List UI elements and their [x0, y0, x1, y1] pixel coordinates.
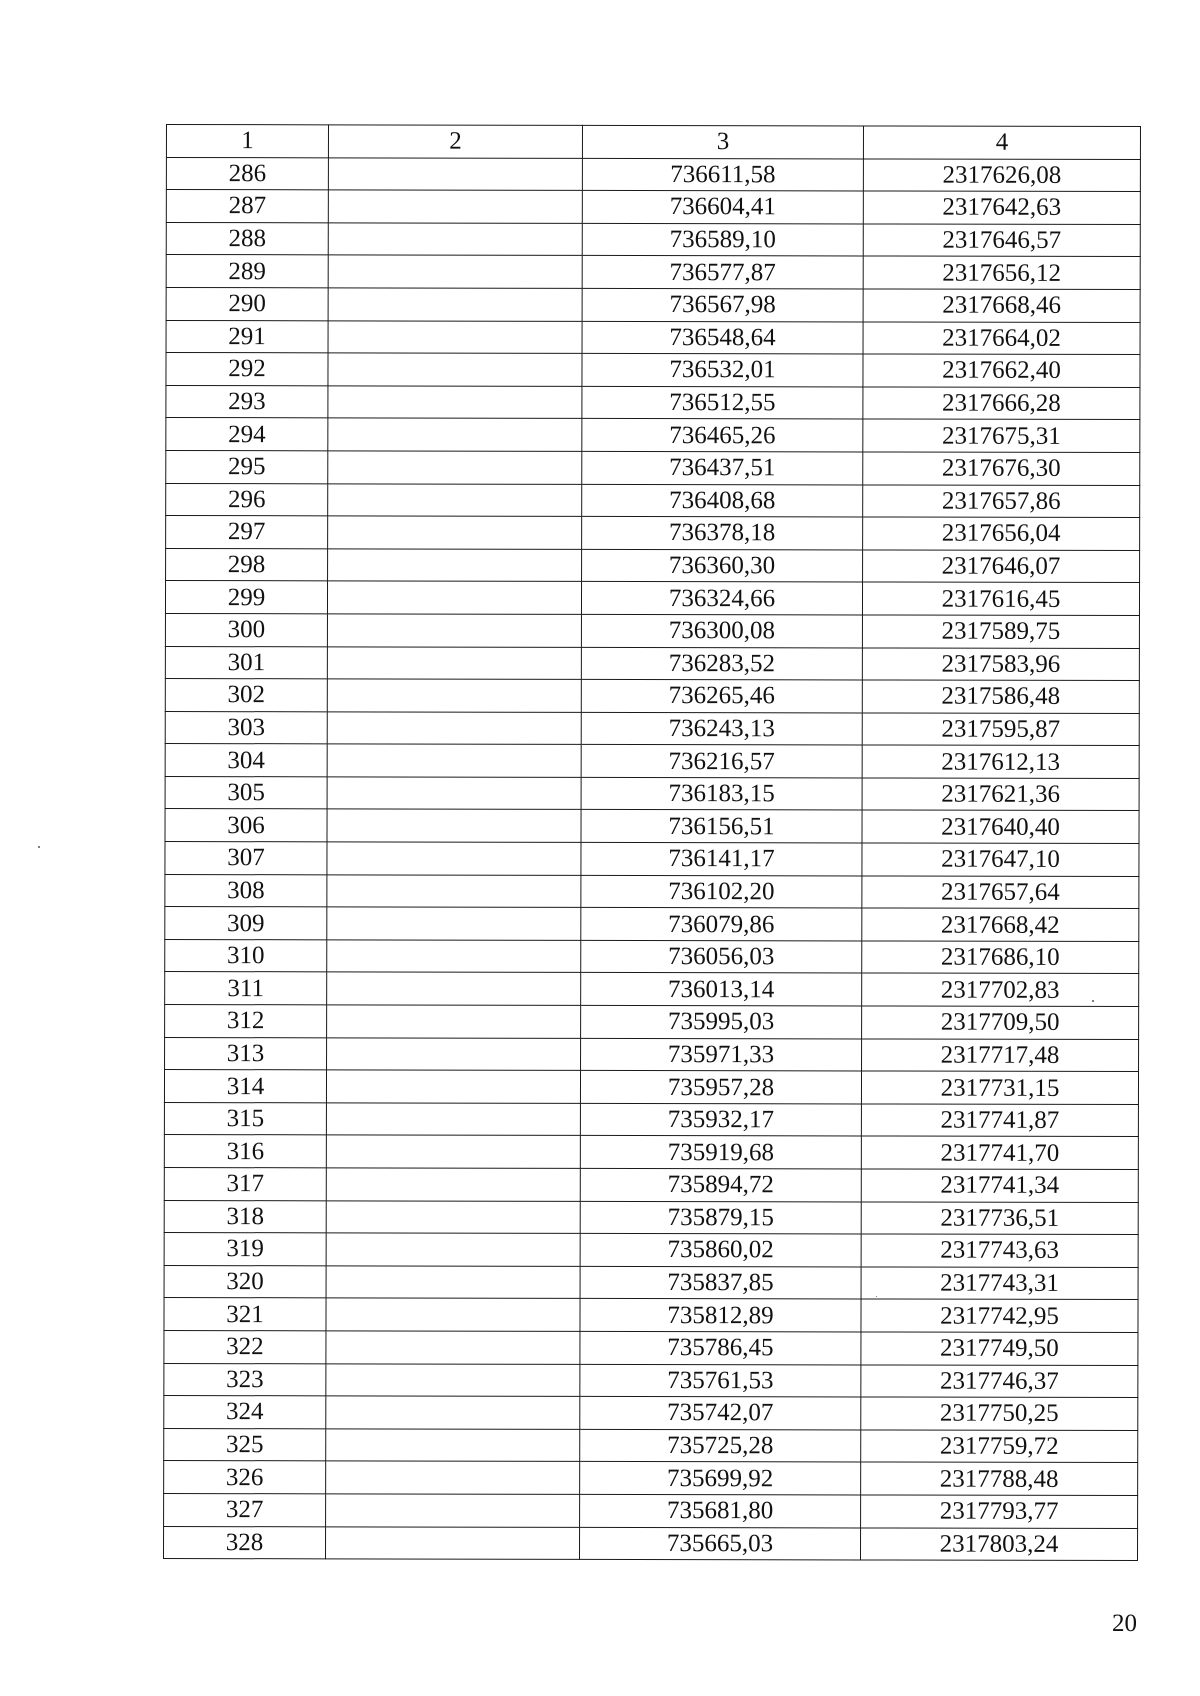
table-cell-col-3: 735725,28 — [580, 1429, 861, 1462]
table-cell-col-1: 323 — [164, 1363, 326, 1396]
table-cell-col-2 — [327, 907, 581, 940]
table-cell-col-4: 2317746,37 — [861, 1365, 1138, 1398]
table-cell-col-1: 309 — [165, 907, 327, 940]
table-cell-col-1: 296 — [166, 483, 328, 516]
table-cell-col-2 — [328, 320, 582, 353]
table-row — [165, 1005, 1139, 1040]
table-cell-col-1: 289 — [166, 255, 328, 288]
table-row — [164, 1298, 1138, 1333]
table-cell-col-2 — [326, 1494, 580, 1527]
table-cell-col-4: 2317668,42 — [862, 908, 1139, 941]
table-cell-col-1: 287 — [166, 190, 328, 223]
coordinates-table — [163, 124, 1141, 1561]
table-row — [165, 581, 1139, 616]
table-cell-col-4: 2317664,02 — [863, 322, 1140, 355]
scan-speck — [38, 846, 40, 848]
table-cell-col-3: 736056,03 — [581, 940, 862, 973]
table-row — [165, 776, 1139, 811]
table-cell-col-4: 2317640,40 — [862, 810, 1139, 843]
table-cell-col-4: 2317750,25 — [861, 1397, 1138, 1430]
table-cell-col-2 — [327, 842, 581, 875]
table-cell-col-4: 2317666,28 — [863, 387, 1140, 420]
table-cell-col-1: 325 — [164, 1428, 326, 1461]
table-cell-col-2 — [327, 712, 581, 745]
table-cell-col-2 — [326, 1135, 580, 1168]
table-cell-col-2 — [327, 614, 581, 647]
table-row — [165, 907, 1139, 942]
page-number: 20 — [1112, 1610, 1137, 1637]
table-cell-col-1: 310 — [165, 939, 327, 972]
table-cell-col-4: 2317717,48 — [862, 1039, 1139, 1072]
table-cell-col-4: 2317741,87 — [861, 1104, 1138, 1137]
table-cell-col-3: 736265,46 — [581, 679, 862, 712]
table-cell-col-1: 320 — [164, 1265, 326, 1298]
table-cell-col-2 — [327, 1005, 581, 1038]
table-cell-col-3: 736577,87 — [582, 256, 863, 289]
table-cell-col-4: 2317709,50 — [862, 1006, 1139, 1039]
table-cell-col-3: 735971,33 — [581, 1038, 862, 1071]
table-cell-col-3: 735919,68 — [580, 1136, 861, 1169]
table-cell-col-1: 314 — [164, 1070, 326, 1103]
table-cell-col-4: 2317731,15 — [861, 1071, 1138, 1104]
table-cell-col-1: 302 — [165, 679, 327, 712]
table-cell-col-3: 736567,98 — [582, 288, 863, 321]
table-cell-col-4: 2317626,08 — [863, 159, 1140, 192]
header-cell-4: 4 — [863, 126, 1140, 159]
table-cell-col-3: 736465,26 — [582, 419, 863, 452]
table-cell-col-3: 735742,07 — [580, 1397, 861, 1430]
table-row — [165, 646, 1139, 681]
table-cell-col-1: 295 — [166, 450, 328, 483]
table-cell-col-3: 735681,80 — [580, 1494, 861, 1527]
table-cell-col-4: 2317646,57 — [863, 224, 1140, 257]
table-cell-col-3: 736300,08 — [581, 614, 862, 647]
table-cell-col-3: 736548,64 — [582, 321, 863, 354]
table-cell-col-3: 735879,15 — [580, 1201, 861, 1234]
table-row — [164, 1363, 1138, 1398]
table-cell-col-4: 2317686,10 — [862, 941, 1139, 974]
table-row — [165, 939, 1139, 974]
header-cell-2: 2 — [328, 125, 582, 158]
table-row — [164, 1200, 1138, 1235]
table-row — [165, 711, 1139, 746]
table-cell-col-2 — [327, 972, 581, 1005]
table-row — [166, 255, 1140, 290]
table-cell-col-1: 294 — [166, 418, 328, 451]
table-cell-col-2 — [328, 483, 582, 516]
table-row — [166, 516, 1140, 551]
table-cell-col-3: 736283,52 — [581, 647, 862, 680]
table-cell-col-1: 328 — [163, 1526, 325, 1559]
table-cell-col-2 — [326, 1331, 580, 1364]
table-cell-col-2 — [327, 874, 581, 907]
table-row — [165, 744, 1139, 779]
table-cell-col-2 — [328, 353, 582, 386]
table-cell-col-1: 291 — [166, 320, 328, 353]
table-row — [166, 222, 1140, 257]
table-cell-col-3: 736141,17 — [581, 842, 862, 875]
table-row — [164, 1493, 1138, 1528]
table-cell-col-4: 2317749,50 — [861, 1332, 1138, 1365]
table-cell-col-4: 2317741,70 — [861, 1136, 1138, 1169]
table-cell-col-3: 736243,13 — [581, 712, 862, 745]
table-cell-col-4: 2317742,95 — [861, 1299, 1138, 1332]
table-cell-col-3: 736604,41 — [582, 191, 863, 224]
table-row — [165, 972, 1139, 1007]
table-cell-col-2 — [328, 516, 582, 549]
table-row — [164, 1233, 1138, 1268]
table-header — [166, 125, 1140, 160]
table-cell-col-2 — [328, 549, 582, 582]
table-cell-col-3: 736589,10 — [582, 223, 863, 256]
table-cell-col-4: 2317676,30 — [863, 452, 1140, 485]
table-cell-col-4: 2317736,51 — [861, 1202, 1138, 1235]
table-cell-col-1: 293 — [166, 385, 328, 418]
table-row — [166, 548, 1140, 583]
table-cell-col-2 — [326, 1168, 580, 1201]
table-cell-col-2 — [326, 1461, 580, 1494]
table-cell-col-4: 2317675,31 — [863, 419, 1140, 452]
table-cell-col-2 — [326, 1429, 580, 1462]
table-cell-col-1: 327 — [164, 1493, 326, 1526]
table-cell-col-2 — [326, 1070, 580, 1103]
table-cell-col-1: 300 — [165, 613, 327, 646]
table-cell-col-4: 2317646,07 — [863, 550, 1140, 583]
table-cell-col-3: 735837,85 — [580, 1266, 861, 1299]
table-cell-col-2 — [328, 386, 582, 419]
table-cell-col-3: 736079,86 — [581, 908, 862, 941]
table-cell-col-3: 735812,89 — [580, 1299, 861, 1332]
table-cell-col-4: 2317741,34 — [861, 1169, 1138, 1202]
table-cell-col-4: 2317662,40 — [863, 354, 1140, 387]
table-row — [164, 1428, 1138, 1463]
table-cell-col-2 — [326, 1298, 580, 1331]
table-cell-col-1: 313 — [165, 1037, 327, 1070]
table-row — [166, 353, 1140, 388]
scan-speck — [876, 1296, 877, 1297]
table-cell-col-3: 736324,66 — [581, 582, 862, 615]
table-row — [164, 1070, 1138, 1105]
table-cell-col-3: 736156,51 — [581, 810, 862, 843]
table-cell-col-1: 326 — [164, 1461, 326, 1494]
table-cell-col-1: 321 — [164, 1298, 326, 1331]
table-cell-col-1: 298 — [166, 548, 328, 581]
table-row — [165, 874, 1139, 909]
table-row — [164, 1330, 1138, 1365]
table-cell-col-4: 2317788,48 — [861, 1462, 1138, 1495]
table-cell-col-3: 735665,03 — [579, 1527, 860, 1560]
table-cell-col-1: 288 — [166, 222, 328, 255]
table-body — [163, 157, 1140, 1561]
table-cell-col-2 — [327, 744, 581, 777]
table-cell-col-4: 2317586,48 — [862, 680, 1139, 713]
table-cell-col-3: 736512,55 — [582, 386, 863, 419]
table-cell-col-1: 290 — [166, 287, 328, 320]
table-cell-col-3: 735786,45 — [580, 1331, 861, 1364]
table-cell-col-3: 735995,03 — [581, 1005, 862, 1038]
table-row — [165, 809, 1139, 844]
table-cell-col-1: 315 — [164, 1102, 326, 1135]
table-row — [164, 1135, 1138, 1170]
table-cell-col-2 — [328, 190, 582, 223]
table-cell-col-4: 2317589,75 — [862, 615, 1139, 648]
table-cell-col-2 — [327, 646, 581, 679]
table-cell-col-1: 297 — [166, 516, 328, 549]
table-cell-col-3: 736532,01 — [582, 354, 863, 387]
table-cell-col-1: 299 — [165, 581, 327, 614]
table-cell-col-2 — [326, 1103, 580, 1136]
table-cell-col-4: 2317595,87 — [862, 713, 1139, 746]
table-cell-col-4: 2317612,13 — [862, 745, 1139, 778]
table-cell-col-2 — [327, 581, 581, 614]
table-cell-col-2 — [326, 1396, 580, 1429]
table-cell-col-1: 305 — [165, 776, 327, 809]
table-cell-col-4: 2317656,12 — [863, 256, 1140, 289]
table-cell-col-4: 2317621,36 — [862, 778, 1139, 811]
table-cell-col-3: 736408,68 — [582, 484, 863, 517]
table-cell-col-2 — [327, 1037, 581, 1070]
table-row — [166, 418, 1140, 453]
table-cell-col-3: 735932,17 — [580, 1103, 861, 1136]
table-cell-col-1: 306 — [165, 809, 327, 842]
table-row — [166, 450, 1140, 485]
table-cell-col-2 — [326, 1200, 580, 1233]
table-cell-col-2 — [328, 157, 582, 190]
table-cell-col-3: 736437,51 — [582, 451, 863, 484]
table-cell-col-3: 736216,57 — [581, 745, 862, 778]
table-cell-col-1: 318 — [164, 1200, 326, 1233]
table-cell-col-4: 2317647,10 — [862, 843, 1139, 876]
table-cell-col-1: 301 — [165, 646, 327, 679]
table-row — [166, 190, 1140, 225]
table-cell-col-1: 322 — [164, 1330, 326, 1363]
table-row — [165, 613, 1139, 648]
table-cell-col-3: 735894,72 — [580, 1168, 861, 1201]
table-cell-col-1: 311 — [165, 972, 327, 1005]
table-cell-col-4: 2317743,63 — [861, 1234, 1138, 1267]
table-row — [166, 483, 1140, 518]
table-cell-col-1: 312 — [165, 1005, 327, 1038]
table-cell-col-4: 2317803,24 — [860, 1527, 1137, 1560]
table-cell-col-1: 304 — [165, 744, 327, 777]
table-cell-col-2 — [327, 940, 581, 973]
table-cell-col-4: 2317657,86 — [863, 484, 1140, 517]
header-cell-1: 1 — [166, 125, 328, 158]
table-cell-col-1: 317 — [164, 1167, 326, 1200]
table-cell-col-4: 2317743,31 — [861, 1267, 1138, 1300]
table-cell-col-3: 735699,92 — [580, 1462, 861, 1495]
table-cell-col-3: 736102,20 — [581, 875, 862, 908]
table-cell-col-4: 2317657,64 — [862, 876, 1139, 909]
table-cell-col-2 — [326, 1233, 580, 1266]
table-cell-col-4: 2317668,46 — [863, 289, 1140, 322]
table-cell-col-2 — [328, 223, 582, 256]
table-cell-col-4: 2317656,04 — [863, 517, 1140, 550]
table-cell-col-3: 735957,28 — [580, 1071, 861, 1104]
scan-speck — [1092, 1000, 1094, 1002]
table-row — [164, 1102, 1138, 1137]
table-row — [166, 157, 1140, 192]
table-cell-col-3: 736360,30 — [582, 549, 863, 582]
table-cell-col-4: 2317793,77 — [861, 1495, 1138, 1528]
table-cell-col-1: 316 — [164, 1135, 326, 1168]
table-cell-col-2 — [328, 288, 582, 321]
table-cell-col-2 — [327, 679, 581, 712]
table-row — [164, 1461, 1138, 1496]
table-cell-col-3: 735761,53 — [580, 1364, 861, 1397]
table-cell-col-2 — [328, 255, 582, 288]
table-row — [163, 1526, 1137, 1561]
table-row — [165, 679, 1139, 714]
table-cell-col-1: 307 — [165, 842, 327, 875]
header-row — [166, 125, 1140, 160]
table-cell-col-3: 736611,58 — [582, 158, 863, 191]
table-cell-col-2 — [327, 809, 581, 842]
table-cell-col-2 — [326, 1266, 580, 1299]
table-cell-col-4: 2317702,83 — [862, 973, 1139, 1006]
table-cell-col-4: 2317583,96 — [862, 647, 1139, 680]
table-row — [165, 842, 1139, 877]
table-cell-col-3: 736378,18 — [582, 516, 863, 549]
table-row — [164, 1265, 1138, 1300]
table-cell-col-2 — [327, 777, 581, 810]
table-cell-col-4: 2317642,63 — [863, 191, 1140, 224]
table-cell-col-3: 736013,14 — [581, 973, 862, 1006]
table-row — [164, 1167, 1138, 1202]
table-cell-col-1: 292 — [166, 353, 328, 386]
table-cell-col-1: 308 — [165, 874, 327, 907]
table-cell-col-1: 319 — [164, 1233, 326, 1266]
table-cell-col-2 — [328, 418, 582, 451]
table-cell-col-2 — [328, 451, 582, 484]
table-cell-col-3: 735860,02 — [580, 1234, 861, 1267]
table-row — [166, 320, 1140, 355]
table-cell-col-2 — [326, 1363, 580, 1396]
table-cell-col-1: 303 — [165, 711, 327, 744]
table-cell-col-2 — [325, 1526, 579, 1559]
table-row — [166, 385, 1140, 420]
table-row — [166, 287, 1140, 322]
table-cell-col-4: 2317759,72 — [861, 1430, 1138, 1463]
table-cell-col-3: 736183,15 — [581, 777, 862, 810]
table-row — [165, 1037, 1139, 1072]
table-cell-col-1: 286 — [166, 157, 328, 190]
table-cell-col-1: 324 — [164, 1396, 326, 1429]
table-cell-col-4: 2317616,45 — [862, 582, 1139, 615]
table-row — [164, 1396, 1138, 1431]
header-cell-3: 3 — [582, 125, 863, 158]
